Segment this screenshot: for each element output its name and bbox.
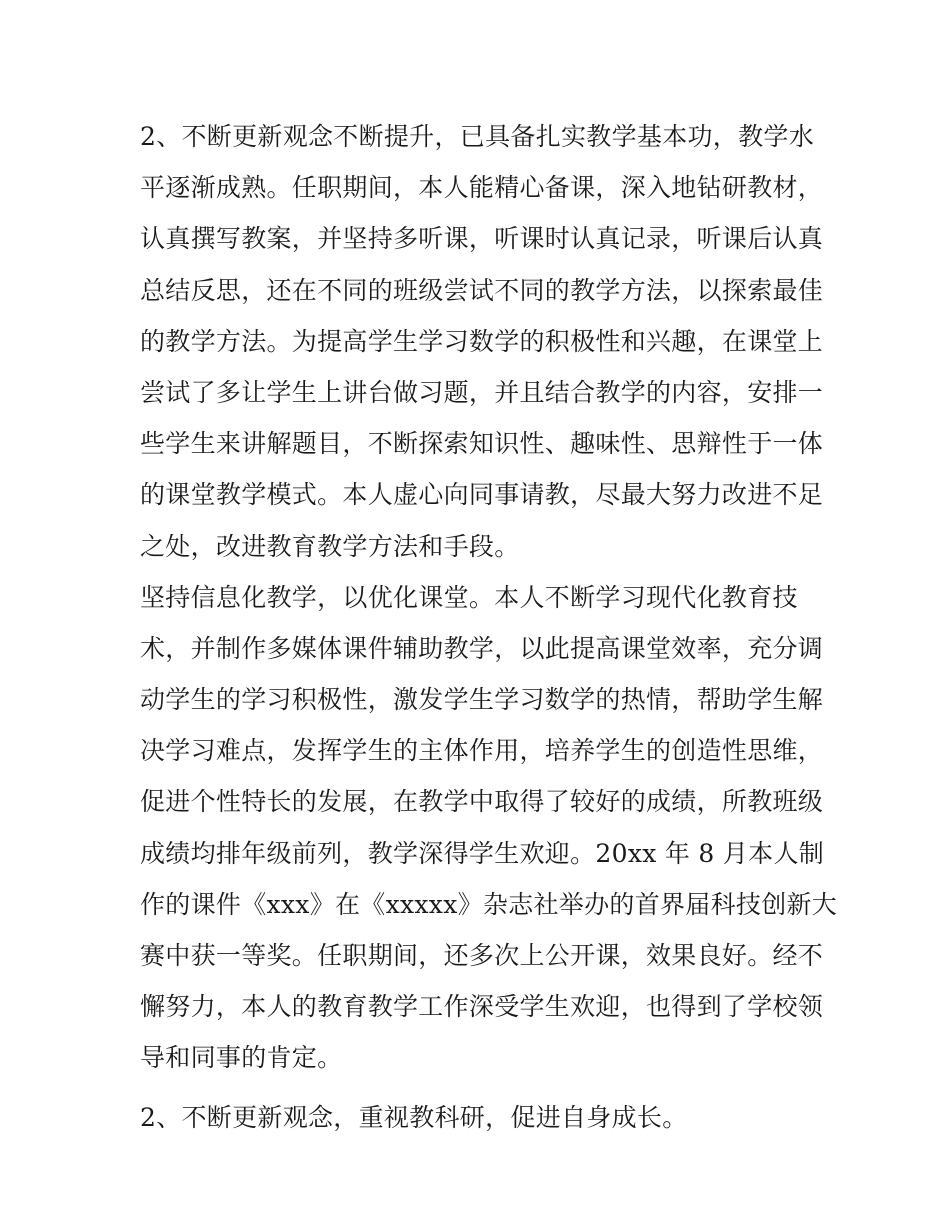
text-line: 尝试了多让学生上讲台做习题，并且结合教学的内容，安排一 <box>140 377 824 407</box>
text-line: 2、不断更新观念不断提升，已具备扎实教学基本功，教学水 <box>140 122 815 151</box>
body-text <box>140 111 838 1084</box>
text-line: 导和同事的肯定。 <box>140 1043 343 1073</box>
text-line: 赛中获一等奖。任职期间，还多次上公开课，效果良好。经不 <box>140 941 824 970</box>
text-line: 动学生的学习积极性，激发学生学习数学的热情，帮助学生解 <box>140 685 824 715</box>
text-line: 术，并制作多媒体课件辅助教学，以此提高课堂效率，充分调 <box>140 633 824 663</box>
text-line: 之处，改进教育教学方法和手段。 <box>140 531 520 561</box>
text-line: 促进个性特长的发展，在教学中取得了较好的成绩，所教班级 <box>140 787 824 817</box>
text-line: 些学生来讲解题目，不断探索知识性、趣味性、思辩性于一体 <box>140 429 824 459</box>
text-line: 总结反思，还在不同的班级尝试不同的教学方法，以探索最佳 <box>140 275 824 305</box>
text-line: 懈努力，本人的教育教学工作深受学生欢迎，也得到了学校领 <box>140 992 824 1022</box>
text-line: 的课堂教学模式。本人虚心向同事请教，尽最大努力改进不足 <box>140 480 824 510</box>
text-line: 坚持信息化教学，以优化课堂。本人不断学习现代化教育技 <box>140 582 798 612</box>
section-heading: 2、不断更新观念，重视教科研，促进自身成长。 <box>140 1103 688 1132</box>
text-line: 的教学方法。为提高学生学习数学的积极性和兴趣，在课堂上 <box>140 326 824 356</box>
text-line: 成绩均排年级前列，教学深得学生欢迎。20xx 年 8 月本人制 <box>140 838 825 868</box>
text-line: 平逐渐成熟。任职期间，本人能精心备课，深入地钻研教材， <box>140 173 824 203</box>
text-line: 作的课件《xxx》在《xxxxx》杂志社举办的首界届科技创新大 <box>140 889 838 919</box>
text-line: 决学习难点，发挥学生的主体作用，培养学生的创造性思维， <box>140 736 824 766</box>
text-line: 认真撰写教案，并坚持多听课，听课时认真记录，听课后认真 <box>140 224 824 254</box>
